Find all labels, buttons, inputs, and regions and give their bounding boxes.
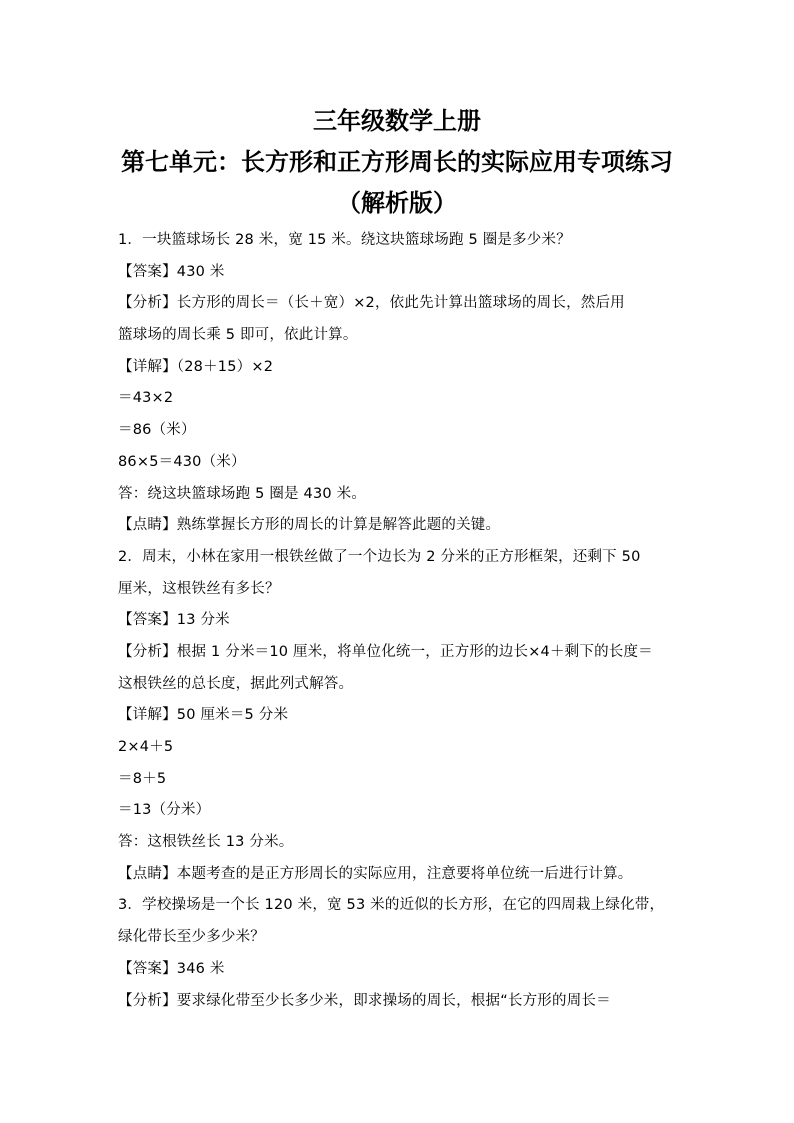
question-2-step: ＝8＋5: [118, 770, 167, 787]
question-1-analysis: 【分析】长方形的周长＝（长＋宽）×2，依此先计算出篮球场的周长，然后用: [118, 295, 625, 312]
question-3-text-cont: 绿化带长至少多少米？: [118, 929, 265, 946]
question-2-text: 2．周末，小林在家用一根铁丝做了一个边长为 2 分米的正方形框架，还剩下 50: [118, 548, 641, 565]
question-2-analysis-cont: 这根铁丝的总长度，据此列式解答。: [118, 675, 354, 692]
question-1-answer: 【答案】430 米: [118, 263, 225, 280]
question-1-analysis-cont: 篮球场的周长乘 5 即可，依此计算。: [118, 327, 358, 344]
question-2-analysis: 【分析】根据 1 分米＝10 厘米，将单位化统一，正方形的边长×4＋剩下的长度＝: [118, 643, 653, 660]
question-1-conclusion: 答：绕这块篮球场跑 5 圈是 430 米。: [118, 485, 367, 502]
question-2-tip: 【点睛】本题考查的是正方形周长的实际应用，注意要将单位统一后进行计算。: [118, 865, 633, 882]
question-2-step: ＝13（分米）: [118, 802, 211, 819]
question-2-solution: 【详解】50 厘米＝5 分米: [118, 707, 289, 724]
question-2-conclusion: 答：这根铁丝长 13 分米。: [118, 834, 294, 851]
question-3-analysis: 【分析】要求绿化带至少长多少米，即求操场的周长，根据“长方形的周长＝: [118, 992, 611, 1009]
document-subtitle: 第七单元：长方形和正方形周长的实际应用专项练习: [121, 148, 673, 176]
question-1-solution: 【详解】（28＋15）×2: [118, 358, 274, 375]
document-edition-label: （解析版）: [337, 189, 457, 217]
question-3-answer: 【答案】346 米: [118, 960, 225, 977]
question-1-text: 1．一块篮球场长 28 米，宽 15 米。绕这块篮球场跑 5 圈是多少米？: [118, 232, 571, 248]
document-title: 三年级数学上册: [313, 107, 481, 135]
question-1-step: ＝86（米）: [118, 422, 196, 439]
question-1-tip: 【点睛】熟练掌握长方形的周长的计算是解答此题的关键。: [118, 517, 501, 534]
question-2-text-cont: 厘米，这根铁丝有多长？: [118, 580, 280, 597]
question-1-step: ＝43×2: [118, 390, 174, 407]
question-1-step: 86×5＝430（米）: [118, 453, 246, 470]
question-2-answer: 【答案】13 分米: [118, 612, 230, 629]
question-2-step: 2×4＋5: [118, 739, 174, 755]
document-body: [118, 225, 678, 1017]
question-3-text: 3．学校操场是一个长 120 米，宽 53 米的近似的长方形，在它的四周栽上绿化带，: [118, 897, 665, 914]
